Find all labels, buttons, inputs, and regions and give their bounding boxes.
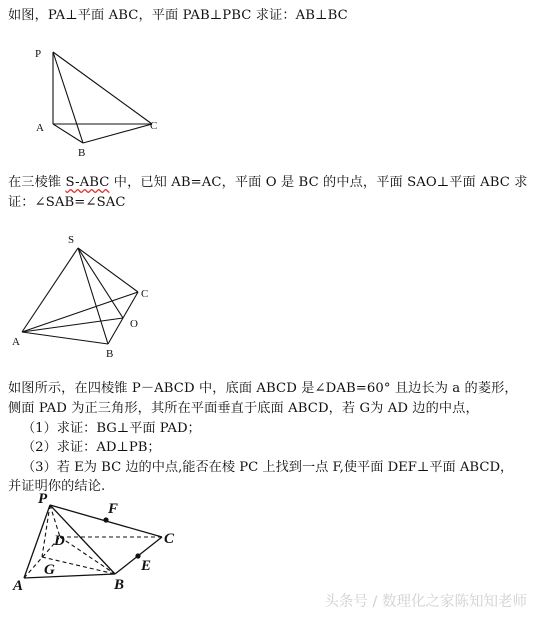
problem2-line2: 证：∠SAB=∠SAC xyxy=(8,195,126,210)
fig2-label-o: O xyxy=(130,318,138,330)
edge-ac xyxy=(22,292,138,332)
edge-pb xyxy=(53,52,83,143)
problem3-line1: 如图所示，在四棱锥 P－ABCD 中，底面 ABCD 是∠DAB=60° 且边长为 a 的菱形， xyxy=(8,381,518,396)
edge-db-hidden xyxy=(60,537,115,574)
fig2-label-c: C xyxy=(141,288,149,300)
edge-ab xyxy=(24,574,115,578)
problem3-last-line: 并证明你的结论. xyxy=(8,479,106,494)
fig3-label-a: A xyxy=(13,578,24,594)
fig2-label-a: A xyxy=(12,336,20,348)
point-f xyxy=(103,517,108,522)
figure2-pyramid xyxy=(22,248,138,344)
edge-so xyxy=(78,248,123,318)
fig3-label-f: F xyxy=(108,501,119,517)
fig1-label-a: A xyxy=(36,122,44,134)
problem3-line2: 侧面 PAD 为正三角形，其所在平面垂直于底面 ABCD，若 G为 AD 边的中点， xyxy=(8,401,479,416)
fig3-label-b: B xyxy=(114,577,125,593)
fig2-label-s: S xyxy=(68,234,75,246)
fig3-label-g: G xyxy=(44,562,55,578)
problem3-question1: （1）求证：BG⊥平面 PAD； xyxy=(22,421,201,436)
fig1-label-p: P xyxy=(35,48,42,60)
watermark-text: 头条号 / 数理化之家陈知知老师 xyxy=(324,594,527,610)
edge-pc xyxy=(53,52,152,124)
edge-ao xyxy=(22,318,123,332)
fig3-label-c: C xyxy=(164,531,175,547)
edge-sc xyxy=(78,248,138,292)
fig1-label-b: B xyxy=(78,147,86,159)
edge-ab xyxy=(53,124,83,143)
fig2-label-b: B xyxy=(106,348,114,360)
fig1-label-c: C xyxy=(150,120,158,132)
edge-sa xyxy=(22,248,78,332)
problem2-line1-post: 中，已知 AB=AC，平面 O 是 BC 的中点，平面 SAO⊥平面 ABC 求 xyxy=(109,175,528,190)
fig3-label-e: E xyxy=(141,558,152,574)
problem3-question2: （2）求证：AD⊥PB； xyxy=(22,440,161,455)
problem3-question3: （3）若 E为 BC 边的中点,能否在棱 PC 上找到一点 F,使平面 DEF⊥平面 ABCD， xyxy=(22,460,514,475)
edge-bc xyxy=(83,124,152,143)
figure1-tetrahedron xyxy=(53,52,152,143)
problem2-spell-marked-term: S-ABC xyxy=(65,175,110,190)
edge-ab xyxy=(22,332,108,344)
point-e xyxy=(135,553,140,558)
fig3-label-p: P xyxy=(38,491,48,507)
fig3-label-d: D xyxy=(54,533,65,549)
problem1-statement: 如图，PA⊥平面 ABC，平面 PAB⊥PBC 求证：AB⊥BC xyxy=(8,8,348,23)
problem2-line1-pre: 在三棱锥 xyxy=(8,175,66,190)
edge-sb xyxy=(78,248,108,344)
